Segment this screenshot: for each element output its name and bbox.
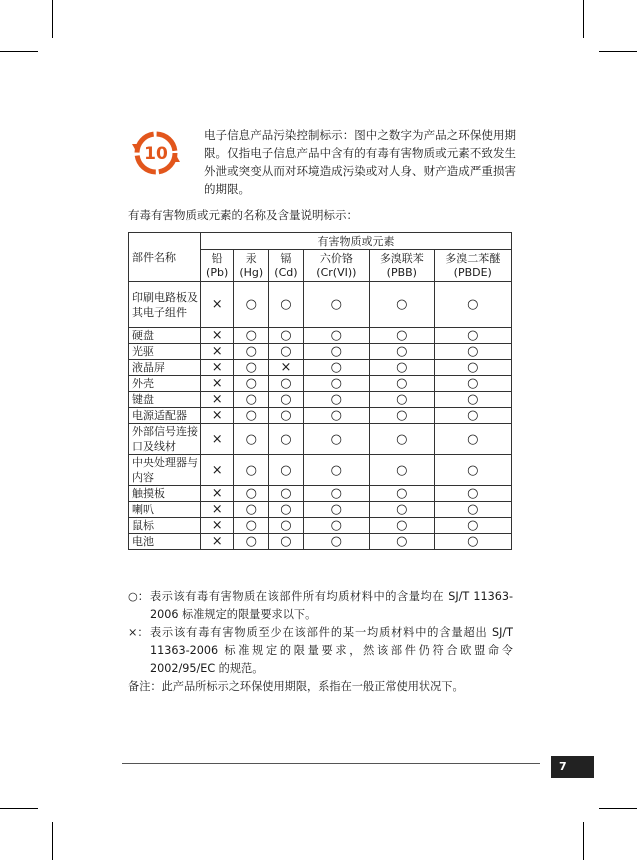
part-name: 喇叭 [129, 502, 201, 518]
substance-mark: × [201, 455, 234, 486]
substance-mark: ○ [434, 502, 512, 518]
table-row [129, 455, 512, 486]
substance-mark: ○ [434, 376, 512, 392]
logo-number: 10 [144, 144, 168, 164]
substance-mark: ○ [370, 344, 434, 360]
table-row [129, 344, 512, 360]
substance-mark: ○ [303, 282, 370, 328]
substance-mark: ○ [269, 455, 303, 486]
substance-mark: ○ [434, 328, 512, 344]
substance-mark: × [201, 408, 234, 424]
column-header: 汞 (Hg) [234, 250, 269, 282]
substance-mark: ○ [234, 282, 269, 328]
substance-mark: × [201, 534, 234, 550]
table-row [129, 392, 512, 408]
substance-mark: ○ [303, 408, 370, 424]
substance-mark: ○ [269, 486, 303, 502]
column-header: 多溴联苯 (PBB) [370, 250, 434, 282]
table-row [129, 424, 512, 455]
page-number: 7 [551, 756, 594, 778]
crop-mark [599, 51, 637, 52]
part-name: 中央处理器与内容 [129, 455, 201, 486]
part-name: 光驱 [129, 344, 201, 360]
crop-mark [583, 0, 584, 38]
part-name-header: 部件名称 [129, 233, 201, 282]
substance-mark: ○ [269, 502, 303, 518]
footer-rule [122, 763, 540, 764]
crop-mark [52, 822, 53, 860]
hazardous-substances-table [128, 232, 512, 550]
substance-mark: ○ [434, 408, 512, 424]
substance-mark: ○ [234, 408, 269, 424]
substance-mark: ○ [303, 360, 370, 376]
substance-mark: ○ [434, 392, 512, 408]
substance-mark: ○ [370, 282, 434, 328]
note-item [128, 588, 513, 624]
substance-mark: ○ [269, 392, 303, 408]
substance-mark: ○ [434, 344, 512, 360]
substance-mark: ○ [269, 376, 303, 392]
substance-mark: ○ [370, 408, 434, 424]
substance-mark: ○ [303, 424, 370, 455]
substance-mark: × [201, 392, 234, 408]
substance-mark: ○ [303, 502, 370, 518]
substance-mark: ○ [370, 360, 434, 376]
part-name: 键盘 [129, 392, 201, 408]
epup-recycle-icon [128, 130, 184, 176]
substance-mark: ○ [269, 424, 303, 455]
substance-mark: × [201, 424, 234, 455]
crop-mark [52, 0, 53, 38]
substance-mark: × [201, 282, 234, 328]
substance-mark: ○ [234, 376, 269, 392]
substance-mark: ○ [234, 392, 269, 408]
substance-mark: ○ [234, 486, 269, 502]
substance-mark: ○ [370, 534, 434, 550]
part-name: 印刷电路板及其电子组件 [129, 282, 201, 328]
substance-mark: ○ [434, 534, 512, 550]
substance-mark: ○ [303, 328, 370, 344]
substance-mark: ○ [234, 518, 269, 534]
substance-mark: × [201, 518, 234, 534]
substance-mark: ○ [434, 424, 512, 455]
substance-mark: ○ [370, 328, 434, 344]
substance-mark: ○ [434, 360, 512, 376]
substance-mark: × [201, 376, 234, 392]
part-name: 电源适配器 [129, 408, 201, 424]
table-row [129, 502, 512, 518]
substance-mark: ○ [269, 408, 303, 424]
table-row [129, 328, 512, 344]
column-header: 镉 (Cd) [269, 250, 303, 282]
substance-mark: ○ [269, 518, 303, 534]
substance-mark: ○ [434, 518, 512, 534]
substance-mark: ○ [234, 455, 269, 486]
table-row [129, 518, 512, 534]
substance-mark: ○ [234, 534, 269, 550]
substance-mark: ○ [234, 344, 269, 360]
substance-mark: ○ [303, 455, 370, 486]
crop-mark [599, 808, 637, 809]
substance-mark: ○ [234, 360, 269, 376]
substance-mark: ○ [434, 486, 512, 502]
substance-mark: ○ [234, 502, 269, 518]
substance-mark: ○ [303, 518, 370, 534]
substance-mark: ○ [269, 282, 303, 328]
table-row [129, 376, 512, 392]
substance-mark: ○ [269, 328, 303, 344]
table-caption: 有毒有害物质或元素的名称及含量说明标示： [128, 208, 358, 222]
column-header: 多溴二苯醚(PBDE) [434, 250, 512, 282]
substance-mark: ○ [370, 455, 434, 486]
table-row [129, 486, 512, 502]
substance-mark: × [201, 502, 234, 518]
remark: 备注：此产品所标示之环保使用期限，系指在一般正常使用状况下。 [128, 680, 464, 693]
substance-mark: ○ [269, 534, 303, 550]
part-name: 外部信号连接口及线材 [129, 424, 201, 455]
table-row [129, 534, 512, 550]
substance-mark: × [269, 360, 303, 376]
substance-mark: × [201, 486, 234, 502]
substance-mark: ○ [303, 534, 370, 550]
substance-mark: ○ [370, 502, 434, 518]
substance-mark: ○ [370, 376, 434, 392]
column-header: 铅 (Pb) [201, 250, 234, 282]
crop-mark [583, 822, 584, 860]
substance-mark: ○ [370, 424, 434, 455]
substance-mark: ○ [269, 344, 303, 360]
substance-mark: ○ [434, 455, 512, 486]
table-row [129, 408, 512, 424]
note-item [128, 624, 513, 678]
part-name: 触摸板 [129, 486, 201, 502]
substance-mark: ○ [370, 518, 434, 534]
intro-text: 电子信息产品污染控制标示：图中之数字为产品之环保使用期限。仅指电子信息产品中含有的有毒有害物质或元素不致发生外泄或突变从而对环境造成污染或对人身、财产造成严重损害的期限。 [204, 128, 516, 196]
note-symbol: ○： [128, 590, 149, 603]
substance-mark: ○ [234, 424, 269, 455]
part-name: 液晶屏 [129, 360, 201, 376]
table-row [129, 282, 512, 328]
note-symbol: ×： [128, 626, 149, 639]
substance-mark: ○ [370, 392, 434, 408]
crop-mark [0, 51, 38, 52]
part-name: 硬盘 [129, 328, 201, 344]
part-name: 电池 [129, 534, 201, 550]
substance-mark: ○ [303, 392, 370, 408]
table-row [129, 360, 512, 376]
substance-mark: ○ [303, 486, 370, 502]
crop-mark [0, 808, 38, 809]
substance-mark: × [201, 344, 234, 360]
substance-mark: ○ [303, 376, 370, 392]
note-text: 表示该有毒有害物质在该部件所有均质材料中的含量均在 SJ/T 11363-2006 标准规定的限量要求以下。 [150, 590, 513, 621]
notes [128, 588, 513, 696]
note-text: 表示该有毒有害物质至少在该部件的某一均质材料中的含量超出 SJ/T 11363-2006 标准规定的限量要求，然该部件仍符合欧盟命令 2002/95/EC 的规范。 [150, 626, 513, 675]
substance-group-header: 有害物质或元素 [201, 233, 512, 250]
substance-mark: ○ [234, 328, 269, 344]
substance-mark: ○ [370, 486, 434, 502]
part-name: 鼠标 [129, 518, 201, 534]
substance-mark: ○ [303, 344, 370, 360]
substance-mark: × [201, 360, 234, 376]
column-header: 六价铬 (Cr(VI)) [303, 250, 370, 282]
part-name: 外壳 [129, 376, 201, 392]
substance-mark: ○ [434, 282, 512, 328]
substance-mark: × [201, 328, 234, 344]
